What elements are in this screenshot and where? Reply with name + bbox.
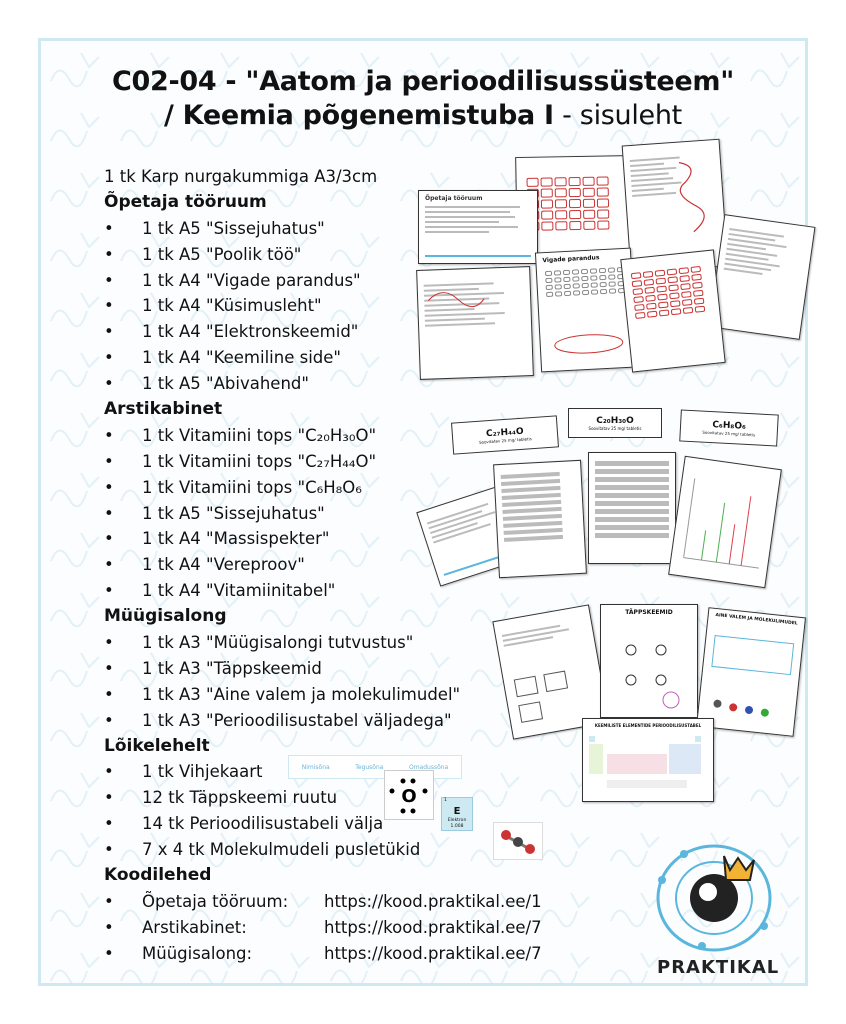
code-link-row (104, 915, 542, 941)
list-item: • 1 tk A5 "Abivahend" (104, 371, 524, 397)
praktikal-logo-icon (654, 836, 784, 958)
thumb-vihjekaart: Nimisõna Tegusõna Omadussõna (288, 755, 462, 779)
list-item: • 1 tk A4 "Vigade parandus" (104, 268, 524, 294)
bullet: • (104, 658, 114, 678)
list-item: • 1 tk A5 "Sissejuhatus" (104, 501, 524, 527)
section-heading-loikelehelt: Lõikelehelt (104, 735, 210, 756)
list-item: • 1 tk Vitamiini tops "C₂₇H₄₄O" (104, 449, 524, 475)
periodic-table-grid (583, 732, 713, 802)
thumb-aine-valem: AINE VALEM JA MOLEKULIMUDEL (696, 607, 806, 737)
bullet: • (104, 529, 114, 549)
list-item: • 1 tk Vihjekaart (104, 759, 524, 785)
list-item: • 1 tk A3 "Aine valem ja molekulimudel" (104, 682, 524, 708)
bullet: • (104, 244, 114, 264)
bullet: • (104, 814, 114, 834)
list-item: • 1 tk A4 "Küsimusleht" (104, 293, 524, 319)
section-heading-koodilehed: Koodilehed (104, 865, 212, 886)
red-annotations (425, 279, 486, 321)
bullet: • (104, 322, 114, 342)
thumb-perioodilisustabeli-vali: 1 E Elektron 1.008 (441, 797, 473, 831)
thumb-vitamin-cup-3: C₆H₈O₆ Soovitatav 25 mg/ tabletis (679, 409, 779, 446)
title-light-part: - sisuleht (553, 100, 682, 131)
thumb-tappskeemid: TÄPPSKEEMID (600, 604, 698, 718)
list-item: • 12 tk Täppskeemi ruutu (104, 785, 524, 811)
bullet: • (104, 917, 114, 937)
bullet: • (104, 374, 114, 394)
list-item: • 1 tk A5 "Sissejuhatus" (104, 216, 524, 242)
section-heading-arstikabinet: Arstikabinet (104, 399, 223, 420)
thumb-vigade-parandus: Vigade parandus (535, 248, 637, 373)
code-link-label: Müügisalong: (142, 943, 253, 963)
thumb-tappskeemi-ruut (384, 770, 434, 820)
bullet: • (104, 762, 114, 782)
thumb-kusimusleht (416, 266, 534, 380)
thumb-abivahend (620, 249, 725, 372)
bullet: • (104, 270, 114, 290)
bullet: • (104, 425, 114, 445)
dot-diagram-icon (601, 620, 697, 718)
red-annotations (550, 329, 627, 359)
list-item: • 7 x 4 tk Molekulmudeli pusletükid (104, 837, 524, 863)
bullet: • (104, 218, 114, 238)
bullet: • (104, 943, 114, 963)
svg-text:O: O (401, 786, 417, 807)
code-link-row (104, 941, 542, 967)
bullet: • (104, 348, 114, 368)
electron-dot-icon (389, 775, 429, 815)
list-item: • 1 tk A5 "Poolik töö" (104, 242, 524, 268)
code-link-row (104, 889, 542, 915)
code-link-label: Õpetaja tööruum: (142, 891, 289, 911)
list-item: • 1 tk A4 "Elektronskeemid" (104, 319, 524, 345)
bullet: • (104, 581, 114, 601)
spectrum-chart (669, 457, 780, 587)
bullet: • (104, 710, 114, 730)
brand-name: PRAKTIKAL (657, 957, 780, 978)
list-item: • 1 tk Vitamiini tops "C₆H₈O₆ (104, 475, 524, 501)
list-item: • 1 tk A4 "Keemiline side" (104, 345, 524, 371)
page-title-line1: C02-04 - "Aatom ja perioodilisussüsteem" (111, 66, 735, 97)
code-link-url[interactable]: https://kood.praktikal.ee/1 (324, 891, 542, 911)
section-heading-opetaja: Õpetaja tööruum (104, 191, 267, 212)
list-item: • 1 tk A4 "Massispekter" (104, 526, 524, 552)
thumb-massispekter (493, 460, 587, 578)
thumb-vitamin-cup-1: C₂₇H₄₄O Soovitatav 25 mg/ tabletis (451, 415, 559, 454)
thumb-vitamin-cup-2: C₂₀H₃₀O Soovitatav 25 mg/ tabletis (568, 408, 662, 438)
thumb-vereproov (588, 452, 676, 564)
bullet: • (104, 555, 114, 575)
page-title-line2 (0, 100, 846, 131)
thumb-molekulmudel (493, 822, 543, 860)
bullet: • (104, 633, 114, 653)
list-item: • 1 tk A3 "Perioodilisustabel väljadega" (104, 708, 524, 734)
list-item: • 1 tk Vitamiini tops "C₂₀H₃₀O" (104, 423, 524, 449)
thumb-keemiline-side (709, 214, 816, 340)
list-item: • 14 tk Perioodilisustabeli välja (104, 811, 524, 837)
bullet: • (104, 451, 114, 471)
thumb-opetaja-sissejuhatus: Õpetaja tööruum (418, 190, 538, 264)
bullet: • (104, 840, 114, 860)
thumb-vitamiinitabel (668, 456, 782, 588)
list-item: • 1 tk A4 "Vereproov" (104, 552, 524, 578)
list-item: • 1 tk A4 "Vitamiinitabel" (104, 578, 524, 604)
code-link-url[interactable]: https://kood.praktikal.ee/7 (324, 917, 542, 937)
bullet: • (104, 477, 114, 497)
molecule-icon (494, 823, 542, 859)
bullet: • (104, 788, 114, 808)
red-annotations (674, 155, 719, 238)
list-item: • 1 tk A3 "Müügisalongi tutvustus" (104, 630, 524, 656)
bullet: • (104, 891, 114, 911)
bullet: • (104, 296, 114, 316)
bullet: • (104, 684, 114, 704)
box-line: 1 tk Karp nurgakummiga A3/3cm (104, 167, 378, 186)
thumb-perioodilisustabel: KEEMILISTE ELEMENTIDE PERIOODILISUSTABEL (582, 718, 714, 802)
code-link-url[interactable]: https://kood.praktikal.ee/7 (324, 943, 542, 963)
list-item: • 1 tk A3 "Täppskeemid (104, 656, 524, 682)
bullet: • (104, 503, 114, 523)
title-bold-part: / Keemia põgenemistuba I (164, 100, 554, 131)
code-link-label: Arstikabinet: (142, 917, 247, 937)
section-heading-muugisalong: Müügisalong (104, 606, 227, 627)
